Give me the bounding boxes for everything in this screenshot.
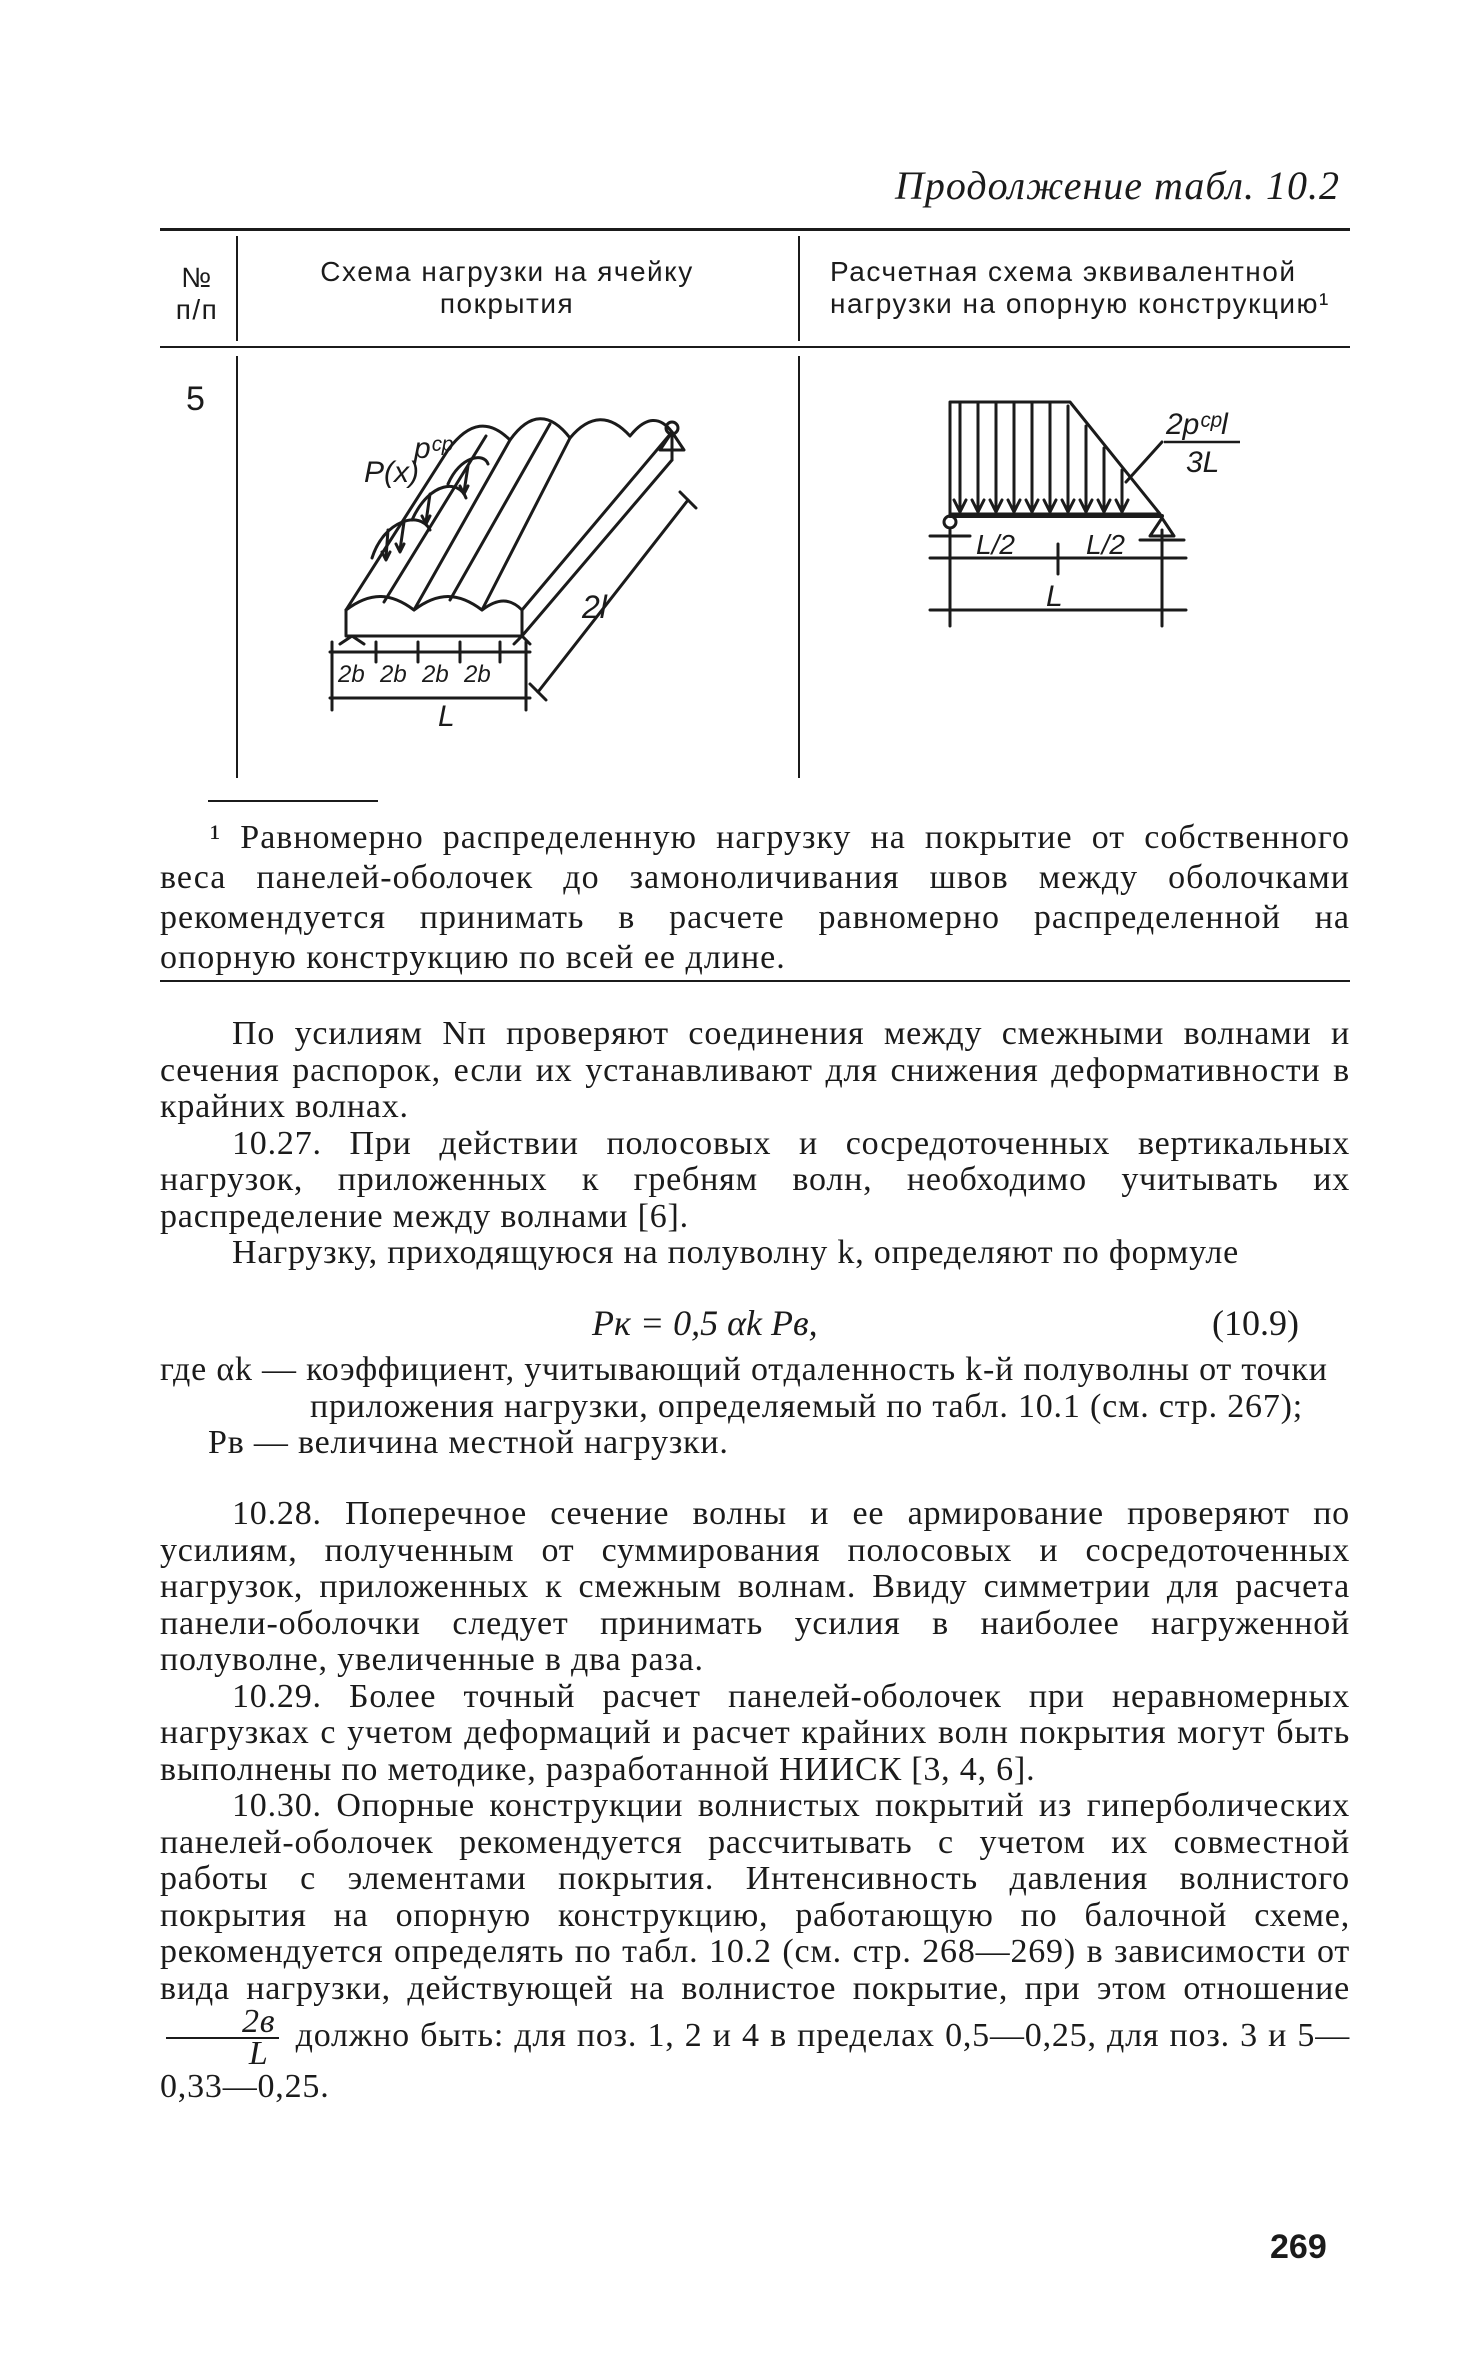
table-col-divider-2 — [798, 236, 800, 341]
paragraph-10-28: 10.28. Поперечное сечение волны и ее армирование проверяют по усилиям, полученным от суммирования полосовых и сосредоточенных нагрузок, приложенных к смежным волнам. Ввиду симметрии для расчета панели-оболочки следует принимать усилия в наиболее нагруженной полуволне, увеличенные в два раза. — [160, 1495, 1350, 1678]
svg-text:2b: 2b — [464, 661, 491, 688]
svg-text:P(x): P(x) — [364, 456, 419, 489]
where-alpha: где αk — коэффициент, учитывающий отдаленность k-й полуволны от точки приложения нагрузки, определяемый по табл. 10.1 (см. стр. 267); — [160, 1351, 1328, 1425]
table-body-divider-1 — [236, 356, 238, 778]
svg-text:L: L — [438, 700, 455, 733]
footnote-separator — [208, 800, 378, 802]
body-text-top — [160, 1016, 1350, 1272]
paragraph-10-30-end: должно быть: для поз. 1, 2 и 4 в пределах 0,5—0,25, для поз. 3 и 5—0,33—0,25. — [160, 2016, 1350, 2105]
paragraph-1: По усилиям Nп проверяют соединения между смежными волнами и сечения распорок, если их устанавливают для снижения деформативности в крайних волнах. — [160, 1015, 1350, 1125]
body-text-bottom — [160, 1496, 1350, 2106]
svg-text:L/2: L/2 — [976, 529, 1015, 560]
formula-10-9: Pк = 0,5 αk Pв, — [592, 1303, 818, 1343]
paragraph-10-30 — [160, 1788, 1350, 2106]
svg-text:2b: 2b — [380, 661, 407, 688]
table-header-rule — [160, 346, 1350, 348]
ratio-fraction — [166, 2003, 279, 2072]
row-number: 5 — [186, 380, 205, 418]
paragraph-10-27: 10.27. При действии полосовых и сосредоточенных вертикальных нагрузок, приложенных к гребням волн, необходимо учитывать их распределение между волнами [6]. — [160, 1124, 1350, 1235]
calc-scheme-diagram — [900, 380, 1260, 650]
svg-text:3L: 3L — [1186, 446, 1220, 479]
table-top-rule — [160, 228, 1350, 231]
paragraph-10-30-text: 10.30. Опорные конструкции волнистых покрытий из гиперболических панелей-оболочек рекомендуется рассчитывать с учетом их совместной работы с элементами покрытия. Интенсивность давления волнистого покрытия на опорную конструкцию, работающую по балочной схеме, рекомендуется определять по табл. 10.2 (см. стр. 268—269) в зависимости от вида нагрузки, действующей на волнистое покрытие, при этом отношение — [160, 1787, 1350, 2007]
table-body-divider-2 — [798, 356, 800, 778]
ratio-numerator: 2в — [166, 2007, 279, 2039]
ratio-denominator: L — [248, 2035, 269, 2072]
svg-text:2pᶜᵖl: 2pᶜᵖl — [1166, 408, 1228, 441]
load-scheme-diagram — [300, 380, 720, 760]
where-block — [160, 1352, 1350, 1462]
svg-text:L/2: L/2 — [1086, 529, 1125, 560]
svg-text:pᶜᵖ: pᶜᵖ — [414, 432, 453, 465]
paragraph-load: Нагрузку, приходящуюся на полуволну k, определяют по формуле — [232, 1234, 1240, 1271]
header-number: № п/п — [175, 262, 219, 325]
header-load-scheme: Схема нагрузки на ячейку покрытия — [320, 256, 694, 319]
page-number: 269 — [1270, 2228, 1327, 2266]
svg-text:2l: 2l — [582, 589, 607, 625]
where-p: Pв — величина местной нагрузки. — [208, 1424, 729, 1461]
header-calc-scheme: Расчетная схема эквивалентной нагрузки на опорную конструкцию¹ — [830, 256, 1330, 319]
paragraph-10-29: 10.29. Более точный расчет панелей-оболочек при неравномерных нагрузках с учетом деформаций и расчет крайних волн покрытия могут быть выполнены по методике, разработанной НИИСК [3, 4, 6]. — [160, 1677, 1350, 1788]
svg-text:L: L — [1046, 580, 1063, 613]
svg-text:2b: 2b — [338, 661, 365, 688]
table-bottom-rule — [160, 980, 1350, 982]
formula-number: (10.9) — [1212, 1303, 1299, 1343]
svg-text:2b: 2b — [422, 661, 449, 688]
table-col-divider-1 — [236, 236, 238, 341]
table-footnote: ¹ Равномерно распределенную нагрузку на покрытие от собственного веса панелей-оболочек до замоноличивания швов между оболочками рекомендуется принимать в расчете равномерно распределенной на опорную конструкцию по всей ее длине. — [160, 819, 1350, 976]
continuation-title: Продолжение табл. 10.2 — [894, 163, 1340, 208]
